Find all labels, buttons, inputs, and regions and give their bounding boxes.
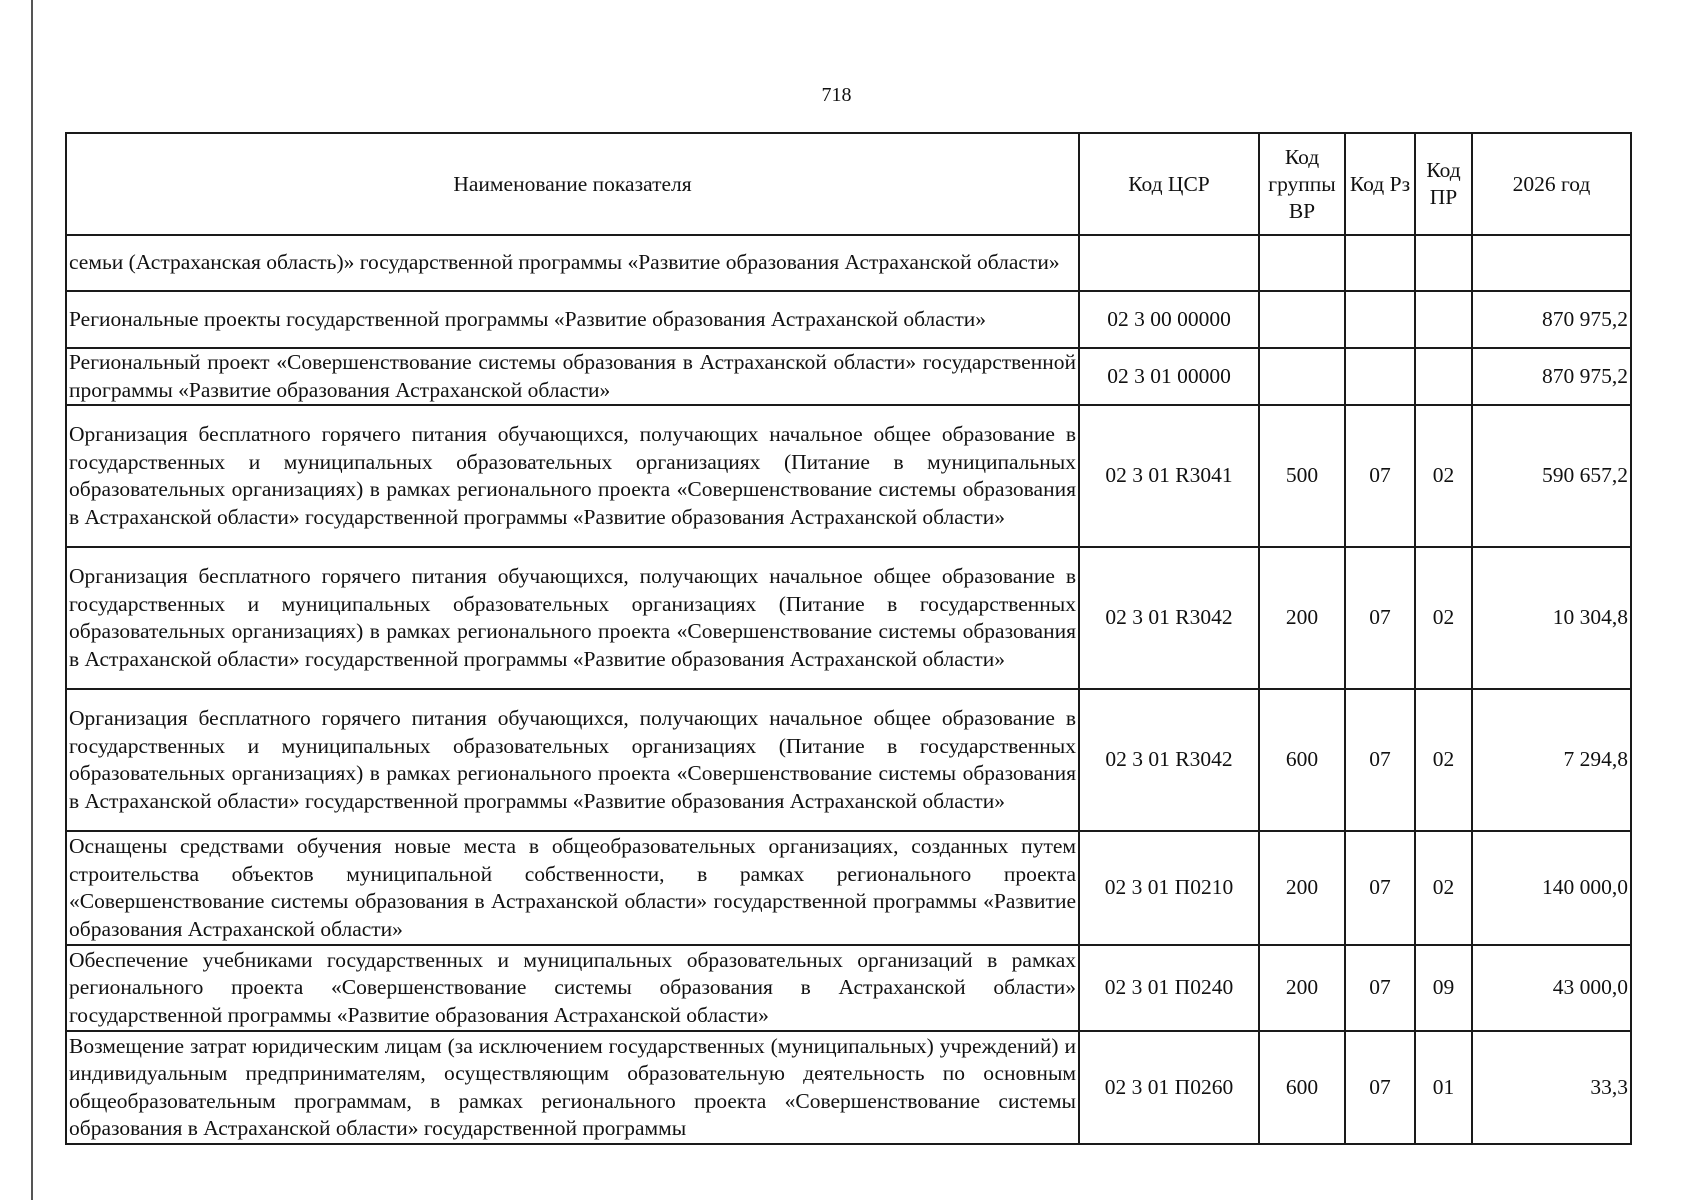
row-name: Региональные проекты государственной программы «Развитие образования Астраханской области» [66,291,1079,348]
page-number-text: 718 [821,84,852,106]
row-pr [1415,291,1472,348]
row-rz [1345,348,1415,405]
table-row [66,689,1631,831]
row-pr [1415,235,1472,291]
row-rz: 07 [1345,831,1415,945]
header-rz: Код Рз [1345,133,1415,235]
row-amount: 43 000,0 [1472,945,1631,1031]
table-header [66,133,1631,235]
table-row [66,235,1631,291]
row-name: семьи (Астраханская область)» государственной программы «Развитие образования Астраханской области» [66,235,1079,291]
table-row [66,405,1631,547]
row-vr: 600 [1259,689,1345,831]
row-csr: 02 3 00 00000 [1079,291,1259,348]
table-row [66,831,1631,945]
row-csr [1079,235,1259,291]
page-number [0,84,1697,107]
row-amount [1472,235,1631,291]
row-pr: 02 [1415,689,1472,831]
row-amount: 140 000,0 [1472,831,1631,945]
header-row [66,133,1631,235]
row-vr: 200 [1259,831,1345,945]
row-pr: 01 [1415,1031,1472,1144]
table-row [66,291,1631,348]
row-csr: 02 3 01 R3042 [1079,689,1259,831]
row-name: Организация бесплатного горячего питания обучающихся, получающих начальное общее образование в государственных и муниципальных образовательных организациях (Питание в государственных образовательных организациях) в рамках регионального проекта «Совершенствование системы образования в Астраханской области» государственной программы «Развитие образования Астраханской области» [66,547,1079,689]
row-name: Региональный проект «Совершенствование системы образования в Астраханской области» государственной программы «Развитие образования Астраханской области» [66,348,1079,405]
page-margin-line [31,0,33,1200]
row-name: Возмещение затрат юридическим лицам (за исключением государственных (муниципальных) учреждений) и индивидуальным предпринимателям, осуществляющим образовательную деятельность по основным общеобразовательным программам, в рамках регионального проекта «Совершенствование системы образования в Астраханской области» государственной программы [66,1031,1079,1144]
row-pr: 02 [1415,547,1472,689]
row-vr [1259,348,1345,405]
row-rz [1345,291,1415,348]
row-csr: 02 3 01 R3041 [1079,405,1259,547]
row-pr: 09 [1415,945,1472,1031]
table-row [66,1031,1631,1144]
row-pr: 02 [1415,831,1472,945]
row-amount: 10 304,8 [1472,547,1631,689]
row-rz: 07 [1345,405,1415,547]
row-vr: 600 [1259,1031,1345,1144]
table-row [66,348,1631,405]
row-amount: 590 657,2 [1472,405,1631,547]
row-amount: 33,3 [1472,1031,1631,1144]
row-csr: 02 3 01 00000 [1079,348,1259,405]
row-rz: 07 [1345,547,1415,689]
row-vr: 500 [1259,405,1345,547]
row-csr: 02 3 01 П0260 [1079,1031,1259,1144]
row-amount: 870 975,2 [1472,348,1631,405]
row-csr: 02 3 01 П0240 [1079,945,1259,1031]
row-amount: 7 294,8 [1472,689,1631,831]
row-amount: 870 975,2 [1472,291,1631,348]
row-csr: 02 3 01 R3042 [1079,547,1259,689]
table-row [66,945,1631,1031]
row-rz: 07 [1345,945,1415,1031]
row-vr: 200 [1259,945,1345,1031]
row-rz [1345,235,1415,291]
row-csr: 02 3 01 П0210 [1079,831,1259,945]
row-pr: 02 [1415,405,1472,547]
table-row [66,547,1631,689]
budget-table [65,132,1632,1145]
row-vr [1259,235,1345,291]
table-body [66,235,1631,1144]
header-name: Наименование показателя [66,133,1079,235]
header-csr: Код ЦСР [1079,133,1259,235]
row-rz: 07 [1345,1031,1415,1144]
row-pr [1415,348,1472,405]
row-vr: 200 [1259,547,1345,689]
row-name: Организация бесплатного горячего питания обучающихся, получающих начальное общее образование в государственных и муниципальных образовательных организациях (Питание в государственных образовательных организациях) в рамках регионального проекта «Совершенствование системы образования в Астраханской области» государственной программы «Развитие образования Астраханской области» [66,689,1079,831]
row-name: Обеспечение учебниками государственных и муниципальных образовательных организаций в рамках регионального проекта «Совершенствование системы образования в Астраханской области» государственной программы «Развитие образования Астраханской области» [66,945,1079,1031]
header-vr: Код группы ВР [1259,133,1345,235]
header-year: 2026 год [1472,133,1631,235]
header-pr: Код ПР [1415,133,1472,235]
row-vr [1259,291,1345,348]
row-name: Оснащены средствами обучения новые места в общеобразовательных организациях, созданных путем строительства объектов муниципальной собственности, в рамках регионального проекта «Совершенствование системы образования в Астраханской области» государственной программы «Развитие образования Астраханской области» [66,831,1079,945]
row-rz: 07 [1345,689,1415,831]
row-name: Организация бесплатного горячего питания обучающихся, получающих начальное общее образование в государственных и муниципальных образовательных организациях (Питание в муниципальных образовательных организациях) в рамках регионального проекта «Совершенствование системы образования в Астраханской области» государственной программы «Развитие образования Астраханской области» [66,405,1079,547]
